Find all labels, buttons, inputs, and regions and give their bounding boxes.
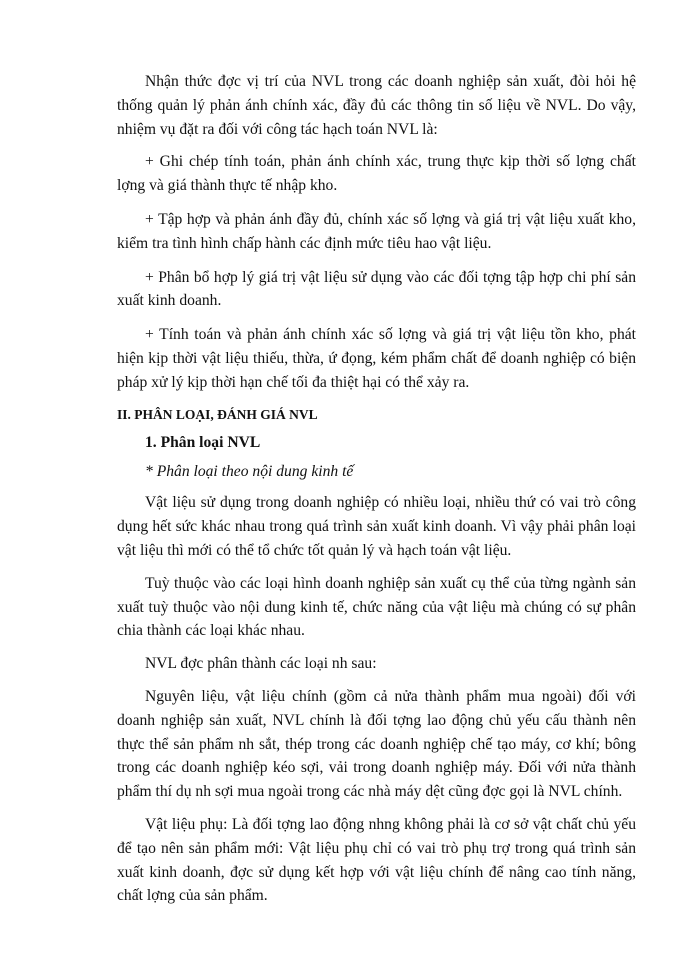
body-paragraph: Tuỳ thuộc vào các loại hình doanh nghiệp sản xuất cụ thể của từng ngành sản xuất tuỳ thuộc vào nội dung kinh tế, chức năng của vật liệu mà chúng có sự phân chia thành các loại khác nhau. (117, 574, 636, 640)
body-paragraph: Vật liệu phụ: Là đối tợng lao động nhng không phải là cơ sở vật chất chủ yếu để tạo nên sản phẩm mới: Vật liệu phụ chỉ có vai trò phụ trợ trong quá trình sản xuất kinh doanh, đợc sử dụng kết hợp với vật liệu chính để nâng cao tính năng, chất lợng của sản phẩm. (117, 815, 636, 905)
subsection-heading: 1. Phân loại NVL (145, 433, 261, 451)
body-paragraph: NVL đợc phân thành các loại nh sau: (145, 655, 377, 673)
section-heading: II. PHÂN LOẠI, ĐÁNH GIÁ NVL (117, 406, 318, 422)
body-paragraph: Nguyên liệu, vật liệu chính (gồm cả nửa thành phẩm mua ngoài) đối với doanh nghiệp sản xuất, NVL chính là đối tợng lao động chủ yếu cấu thành nên thực thể sản phẩm nh sắt, thép trong các doanh nghiệp chế tạo máy, cơ khí; bông trong các doanh nghiệp kéo sợi, vải trong doanh nghiệp máy. Đối với nửa thành phẩm thí dụ nh sợi mua ngoài trong các nhà máy dệt cũng đợc gọi là NVL chính. (117, 687, 636, 801)
body-paragraph: Vật liệu sử dụng trong doanh nghiệp có nhiều loại, nhiều thứ có vai trò công dụng hết sức khác nhau trong quá trình sản xuất kinh doanh. Vì vậy phải phân loại vật liệu thì mới có thể tổ chức tốt quản lý và hạch toán vật liệu. (117, 494, 636, 559)
italic-heading: * Phân loại theo nội dung kinh tế (145, 462, 354, 480)
bullet-paragraph: + Tập hợp và phản ánh đầy đủ, chính xác số lợng và giá trị vật liệu xuất kho, kiểm tra tình hình chấp hành các định mức tiêu hao vật liệu. (117, 210, 636, 252)
bullet-paragraph: + Tính toán và phản ánh chính xác số lợng và giá trị vật liệu tồn kho, phát hiện kịp thời vật liệu thiếu, thừa, ứ đọng, kém phẩm chất để doanh nghiệp có biện pháp xử lý kịp thời hạn chế tối đa thiệt hại có thể xảy ra. (117, 326, 636, 391)
bullet-paragraph: + Phân bổ hợp lý giá trị vật liệu sử dụng vào các đối tợng tập hợp chi phí sản xuất kinh doanh. (117, 268, 636, 310)
bullet-paragraph: + Ghi chép tính toán, phản ánh chính xác, trung thực kịp thời số lợng chất lợng và giá thành thực tế nhập kho. (117, 153, 636, 195)
intro-paragraph: Nhận thức đợc vị trí của NVL trong các doanh nghiệp sản xuất, đòi hỏi hệ thống quản lý phản ánh chính xác, đầy đủ các thông tin số liệu về NVL. Do vậy, nhiệm vụ đặt ra đối với công tác hạch toán NVL là: (117, 73, 636, 138)
